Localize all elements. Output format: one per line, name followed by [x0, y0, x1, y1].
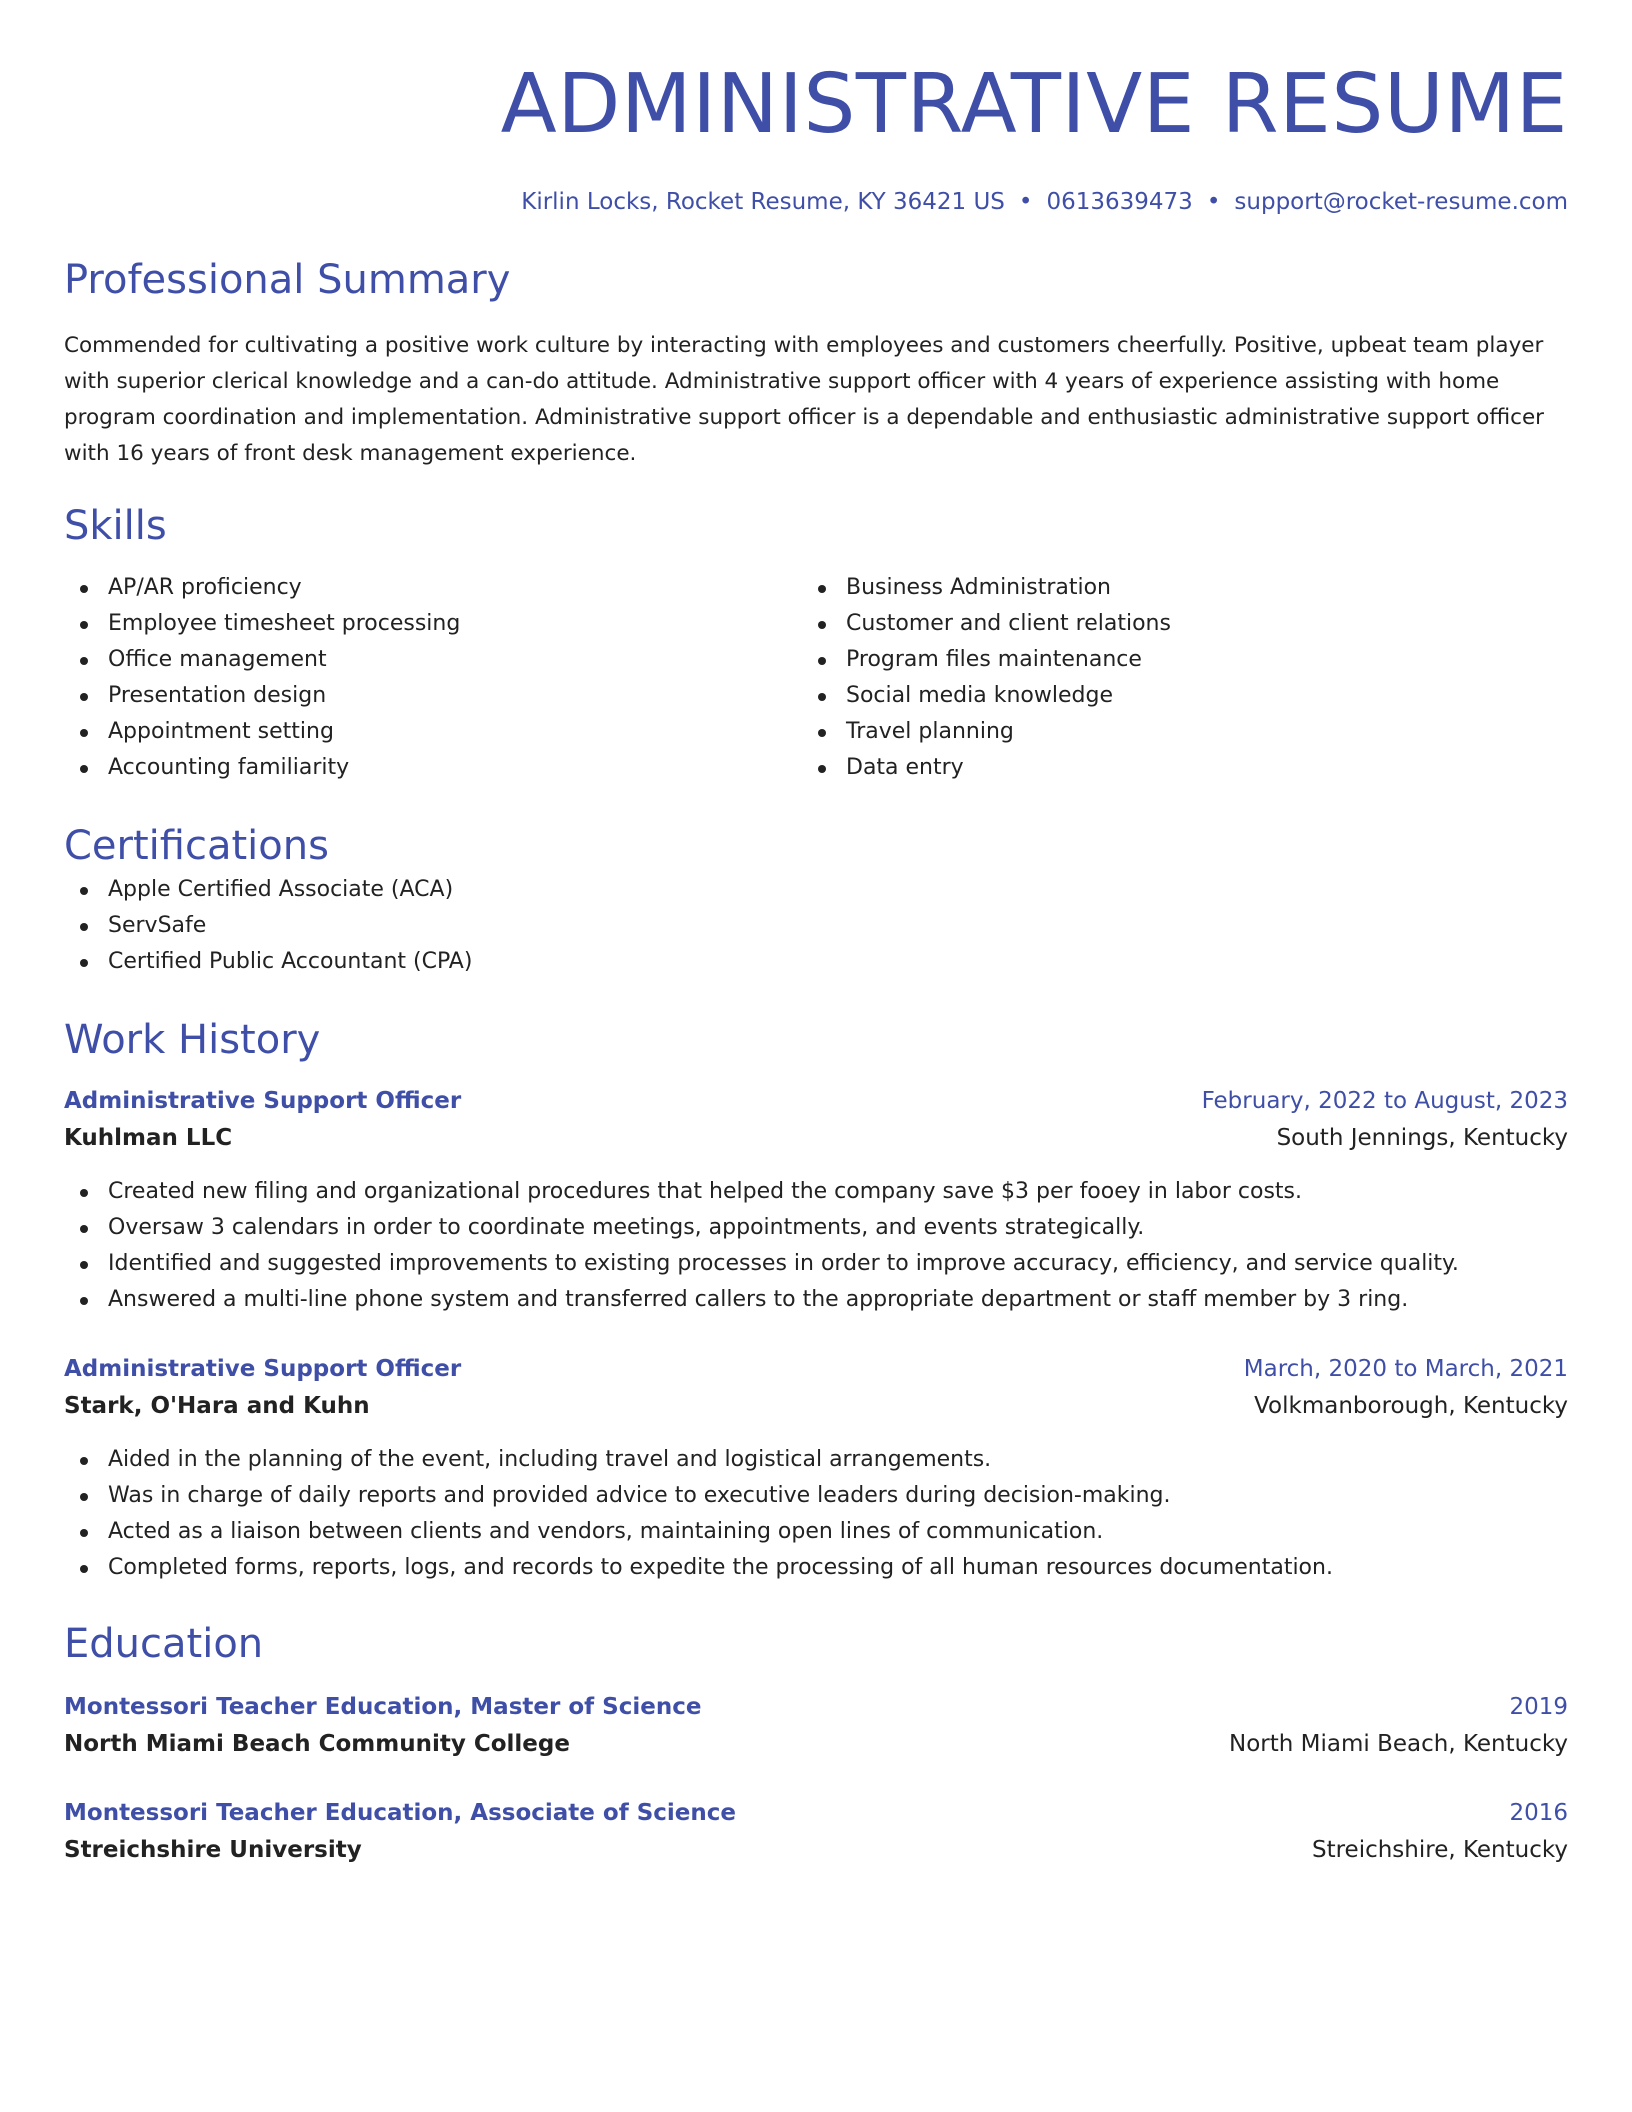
job-bullet-text: Was in charge of daily reports and provided advice to executive leaders during decision-making. — [108, 1483, 1171, 1508]
bullet-icon — [818, 621, 826, 629]
education-section — [64, 1618, 1568, 1870]
degree-row — [64, 1690, 1568, 1724]
list-item — [802, 606, 1540, 642]
list-item — [64, 714, 802, 750]
list-item — [64, 750, 802, 786]
list-item — [64, 908, 1568, 944]
list-item — [64, 1174, 1568, 1210]
skills-list-left — [64, 570, 802, 786]
job-bullet-text: Created new filing and organizational procedures that helped the company save $3 per fooey in labor costs. — [108, 1179, 1302, 1204]
skill-label: Appointment setting — [108, 719, 334, 744]
skill-label: Presentation design — [108, 683, 327, 708]
list-item — [802, 570, 1540, 606]
bullet-icon — [80, 657, 88, 665]
certification-label: Certified Public Accountant (CPA) — [108, 949, 473, 974]
bullet-icon — [80, 1493, 88, 1501]
section-title-education: Education — [64, 1621, 264, 1667]
school-name: North Miami Beach Community College — [64, 1731, 570, 1757]
list-item — [64, 678, 802, 714]
list-item — [64, 872, 1568, 908]
skill-label: Program files maintenance — [846, 647, 1142, 672]
bullet-icon — [80, 621, 88, 629]
list-item — [64, 1478, 1568, 1514]
contact-separator: • — [1018, 189, 1033, 215]
bullet-icon — [80, 923, 88, 931]
list-item — [64, 944, 1568, 980]
job-role: Administrative Support Officer — [64, 1356, 462, 1382]
page-title: ADMINISTRATIVE RESUME — [500, 57, 1568, 152]
job-company: Stark, O'Hara and Kuhn — [64, 1393, 370, 1419]
job-bullet-text: Answered a multi-line phone system and transferred callers to the appropriate department or staff member by 3 ring. — [108, 1287, 1409, 1312]
bullet-icon — [80, 1225, 88, 1233]
list-item — [64, 1282, 1568, 1318]
job-bullet-text: Aided in the planning of the event, including travel and logistical arrangements. — [108, 1447, 992, 1472]
list-item — [64, 642, 802, 678]
skills-grid — [64, 570, 1568, 786]
bullet-icon — [80, 959, 88, 967]
degree-year: 2019 — [1509, 1694, 1568, 1720]
school-row — [64, 1830, 1568, 1870]
skill-label: Business Administration — [846, 575, 1111, 600]
job-dates: March, 2020 to March, 2021 — [1243, 1356, 1568, 1382]
section-title-summary: Professional Summary — [64, 257, 511, 303]
bullet-icon — [80, 585, 88, 593]
job-bullets — [64, 1442, 1568, 1586]
job-dates: February, 2022 to August, 2023 — [1201, 1088, 1568, 1114]
list-item — [64, 1514, 1568, 1550]
degree-name: Montessori Teacher Education, Master of Science — [64, 1694, 702, 1720]
list-item — [64, 1210, 1568, 1246]
skill-label: Data entry — [846, 755, 964, 780]
job-role-row — [64, 1084, 1568, 1118]
job-company-row — [64, 1118, 1568, 1158]
contact-phone: 0613639473 — [1046, 189, 1193, 215]
degree-name: Montessori Teacher Education, Associate of Science — [64, 1800, 737, 1826]
section-title-skills: Skills — [64, 503, 167, 549]
job-entry — [64, 1084, 1568, 1318]
section-title-certifications: Certifications — [64, 823, 329, 869]
skill-label: Employee timesheet processing — [108, 611, 461, 636]
job-location: South Jennings, Kentucky — [1276, 1125, 1568, 1151]
list-item — [802, 642, 1540, 678]
list-item — [802, 714, 1540, 750]
education-entry — [64, 1796, 1568, 1870]
job-role: Administrative Support Officer — [64, 1088, 462, 1114]
bullet-icon — [80, 765, 88, 773]
bullet-icon — [818, 693, 826, 701]
skills-section — [64, 500, 1568, 786]
job-bullets — [64, 1174, 1568, 1318]
job-bullet-text: Oversaw 3 calendars in order to coordinate meetings, appointments, and events strategically. — [108, 1215, 1145, 1240]
contact-email: support@rocket-resume.com — [1234, 189, 1568, 215]
contact-address: Kirlin Locks, Rocket Resume, KY 36421 US — [521, 189, 1005, 215]
education-entry — [64, 1690, 1568, 1764]
bullet-icon — [80, 1565, 88, 1573]
summary-text: Commended for cultivating a positive work culture by interacting with employees and customers cheerfully. Positive, upbeat team player with superior clerical knowledge and a can-do attitude. Administrative support officer with 4 years of experience assisting with home program coordination and implementation. Administrative support officer is a dependable and enthusiastic administrative support officer with 16 years of front desk management experience. — [64, 333, 1545, 466]
bullet-icon — [80, 1189, 88, 1197]
degree-row — [64, 1796, 1568, 1830]
list-item — [64, 1246, 1568, 1282]
job-bullet-text: Completed forms, reports, logs, and records to expedite the processing of all human resources documentation. — [108, 1555, 1333, 1580]
degree-year: 2016 — [1509, 1800, 1568, 1826]
school-row — [64, 1724, 1568, 1764]
contact-separator: • — [1206, 189, 1221, 215]
job-company: Kuhlman LLC — [64, 1125, 233, 1151]
skill-label: Accounting familiarity — [108, 755, 350, 780]
job-bullet-text: Acted as a liaison between clients and vendors, maintaining open lines of communication. — [108, 1519, 1104, 1544]
certifications-list — [64, 872, 1568, 980]
bullet-icon — [818, 729, 826, 737]
summary-section — [64, 254, 1568, 472]
skill-label: Customer and client relations — [846, 611, 1171, 636]
skill-label: Travel planning — [846, 719, 1014, 744]
bullet-icon — [80, 1457, 88, 1465]
skill-label: AP/AR proficiency — [108, 575, 302, 600]
job-role-row — [64, 1352, 1568, 1386]
list-item — [64, 570, 802, 606]
bullet-icon — [818, 585, 826, 593]
certification-label: ServSafe — [108, 913, 207, 938]
skill-label: Office management — [108, 647, 327, 672]
work-history-section — [64, 1014, 1568, 1586]
job-location: Volkmanborough, Kentucky — [1254, 1393, 1568, 1419]
bullet-icon — [80, 887, 88, 895]
bullet-icon — [818, 657, 826, 665]
job-company-row — [64, 1386, 1568, 1426]
bullet-icon — [80, 1261, 88, 1269]
list-item — [802, 750, 1540, 786]
certifications-section — [64, 820, 1568, 980]
list-item — [802, 678, 1540, 714]
skills-list-right — [802, 570, 1540, 786]
bullet-icon — [80, 693, 88, 701]
contact-line — [64, 186, 1568, 218]
section-title-work-history: Work History — [64, 1017, 321, 1063]
certification-label: Apple Certified Associate (ACA) — [108, 877, 454, 902]
job-entry — [64, 1352, 1568, 1586]
resume-header — [64, 50, 1568, 218]
bullet-icon — [818, 765, 826, 773]
school-location: North Miami Beach, Kentucky — [1229, 1731, 1568, 1757]
list-item — [64, 606, 802, 642]
job-bullet-text: Identified and suggested improvements to existing processes in order to improve accuracy, efficiency, and service quality. — [108, 1251, 1459, 1276]
bullet-icon — [80, 1297, 88, 1305]
bullet-icon — [80, 1529, 88, 1537]
list-item — [64, 1442, 1568, 1478]
skill-label: Social media knowledge — [846, 683, 1113, 708]
list-item — [64, 1550, 1568, 1586]
school-name: Streichshire University — [64, 1837, 362, 1863]
school-location: Streichshire, Kentucky — [1311, 1837, 1568, 1863]
bullet-icon — [80, 729, 88, 737]
